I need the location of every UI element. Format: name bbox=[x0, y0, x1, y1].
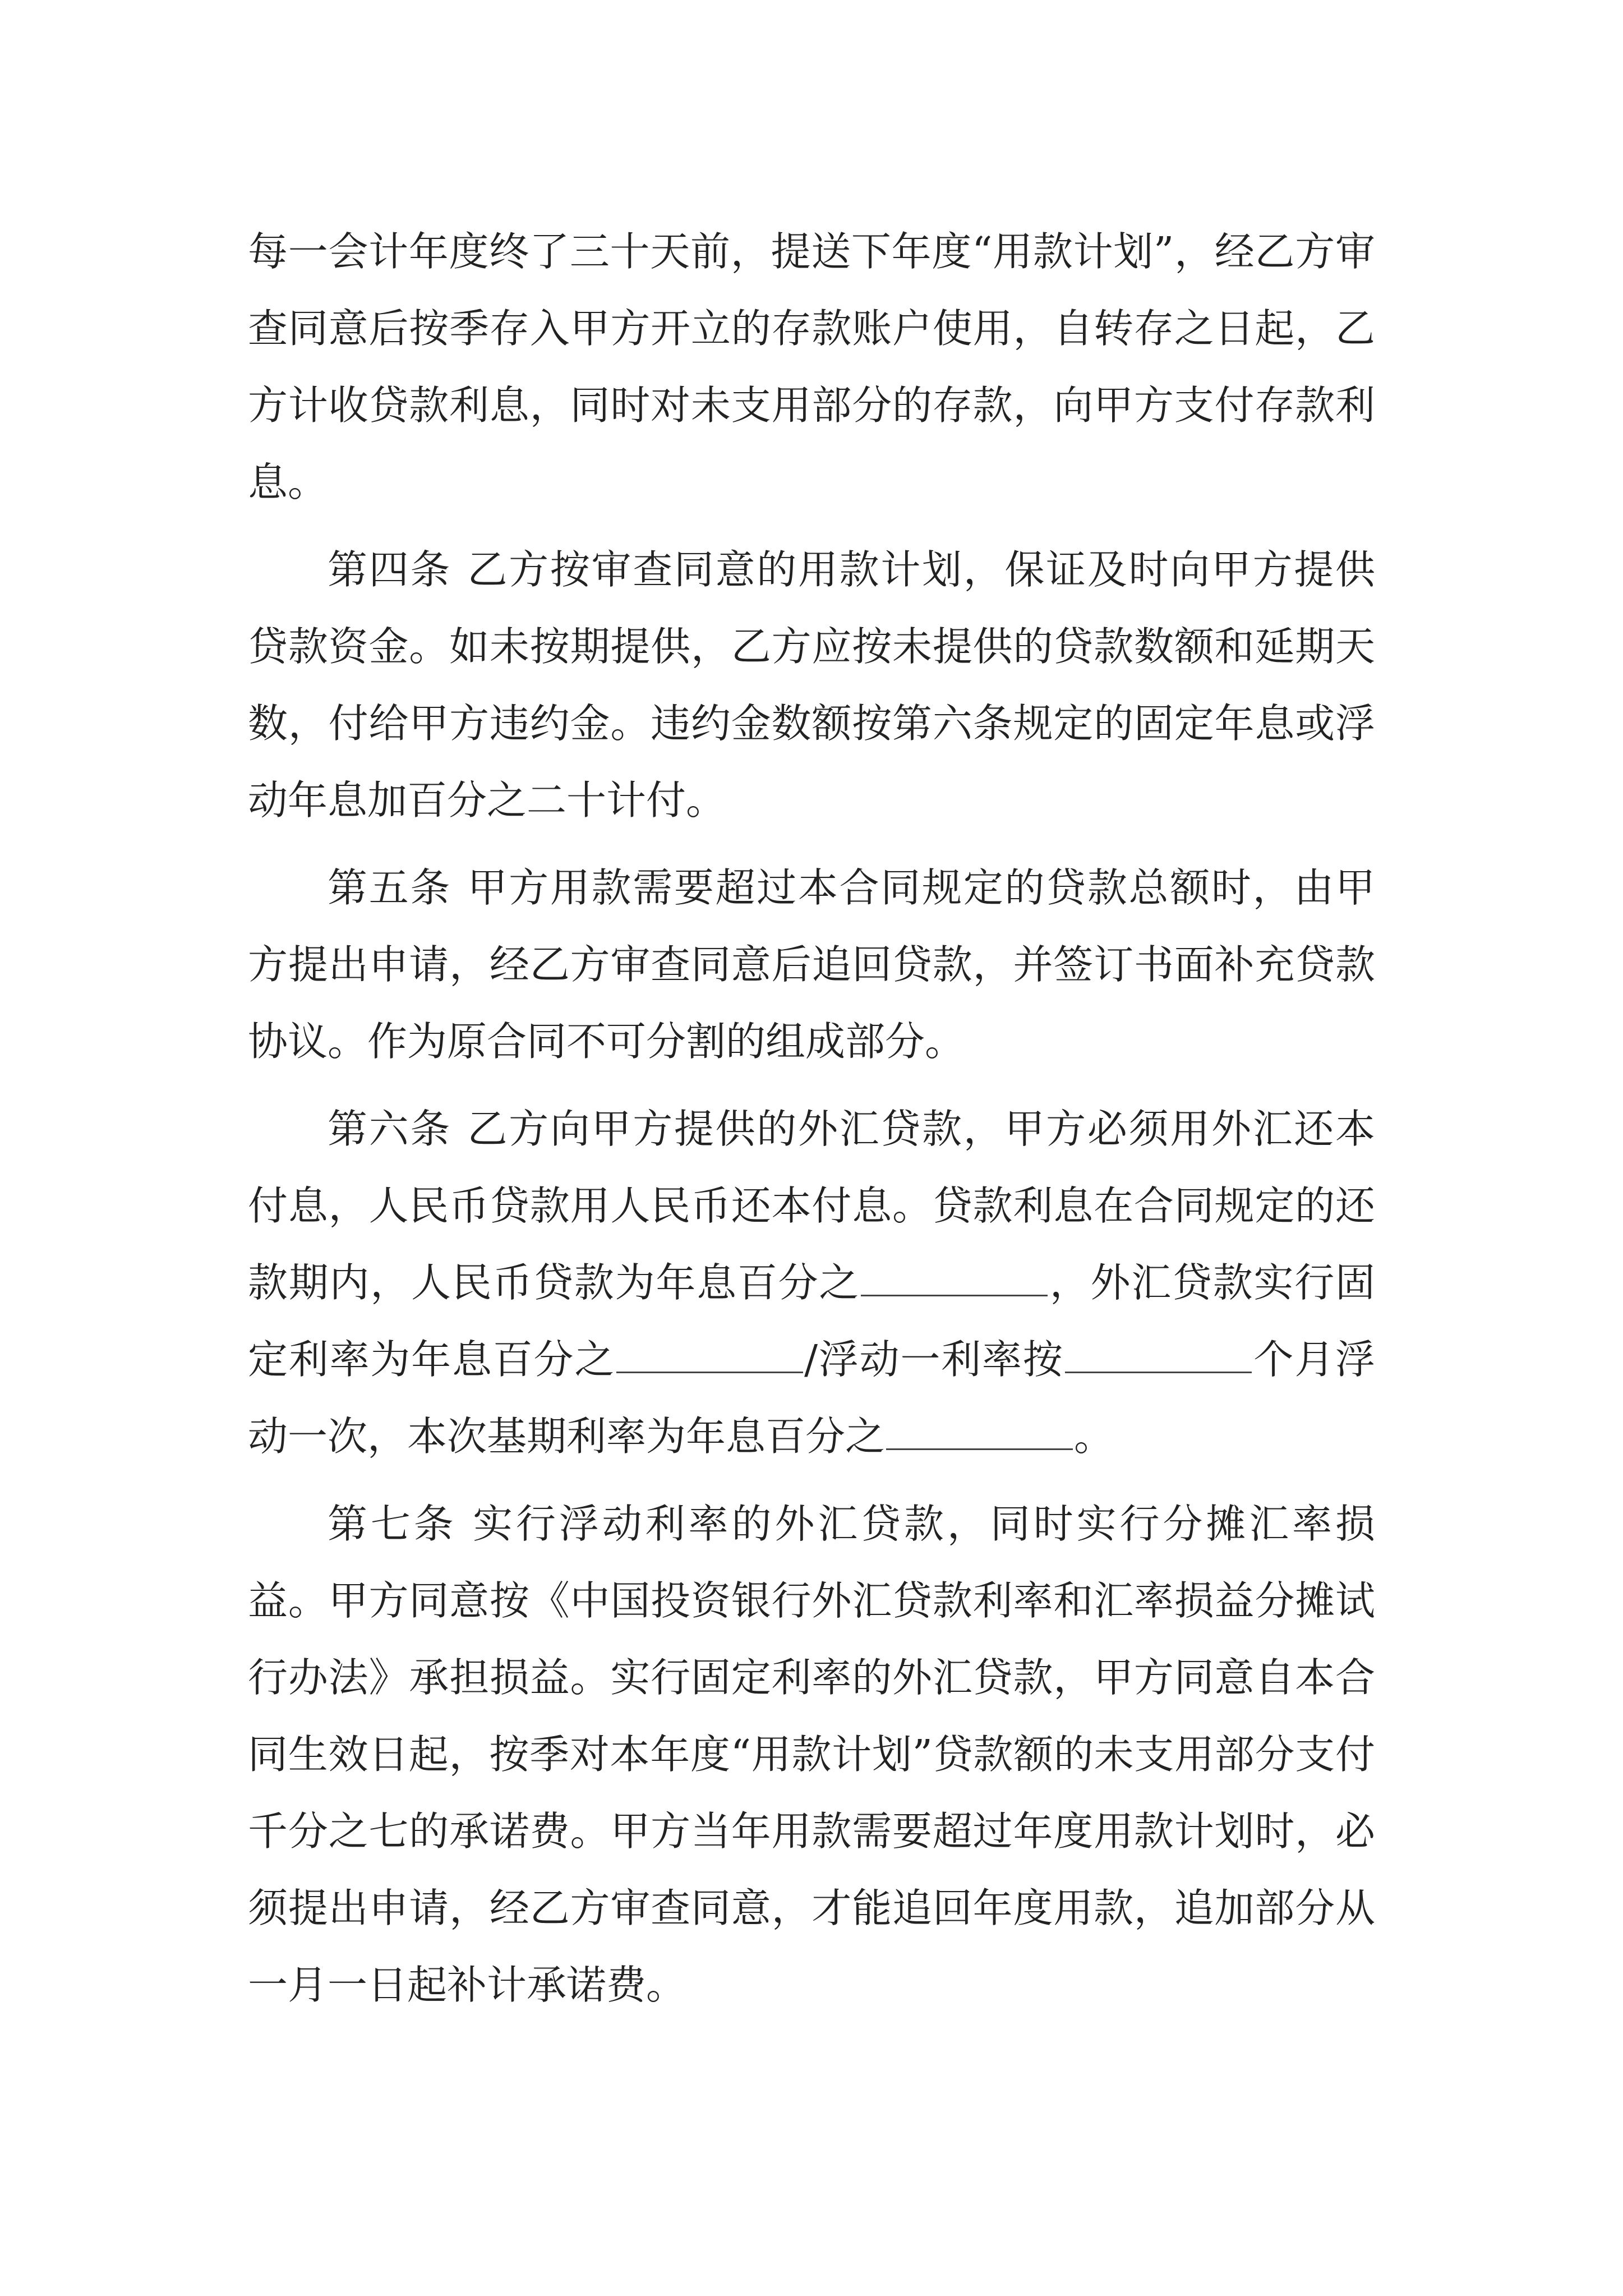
paragraph-text: ，外汇贷款实行固定利率为年息百分之 bbox=[248, 1259, 1375, 1383]
paragraph-text: 乙方按审查同意的用款计划，保证及时向甲方提供贷款资金。如未按期提供，乙方应按未提供的贷款数额和延期天数，付给甲方违约金。违约金数额按第六条规定的固定年息或浮动年息加百分之二十计付。 bbox=[248, 546, 1375, 823]
blank-field-base-rate[interactable] bbox=[886, 1409, 1073, 1450]
blank-field-rmb-rate[interactable] bbox=[861, 1255, 1048, 1296]
document-body bbox=[248, 213, 1375, 2034]
paragraph-text: 甲方用款需要超过本合同规定的贷款总额时，由甲方提出申请，经乙方审查同意后追回贷款，并签订书面补充贷款协议。作为原合同不可分割的组成部分。 bbox=[248, 864, 1375, 1065]
article-number: 第四条 bbox=[328, 546, 452, 593]
paragraph-text: 实行浮动利率的外汇贷款，同时实行分摊汇率损益。甲方同意按《中国投资银行外汇贷款利率和汇率损益分摊试行办法》承担损益。实行固定利率的外汇贷款，甲方同意自本合同生效日起，按季对本年度“用款计划”贷款额的未支用部分支付千分之七的承诺费。甲方当年用款需要超过年度用款计划时，必须提出申请，经乙方审查同意，才能追回年度用款，追加部分从一月一日起补计承诺费。 bbox=[248, 1501, 1375, 2008]
paragraph-text: /浮动一利率按 bbox=[804, 1336, 1064, 1383]
paragraph-text: 乙方向甲方提供的外汇贷款，甲方必须用外汇还本付息，人民币贷款用人民币还本付息。贷款利息在合同规定的还款期内，人民币贷款为年息百分之 bbox=[248, 1106, 1375, 1306]
paragraph-text: 每一会计年度终了三十天前，提送下年度“用款计划”，经乙方审查同意后按季存入甲方开立的存款账户使用，自转存之日起，乙方计收贷款利息，同时对未支用部分的存款，向甲方支付存款利息。 bbox=[248, 228, 1375, 505]
paragraph-text: 。 bbox=[1074, 1413, 1114, 1460]
article-7-paragraph bbox=[248, 1485, 1375, 2023]
blank-field-fixed-rate[interactable] bbox=[616, 1332, 803, 1373]
article-number: 第六条 bbox=[328, 1106, 452, 1152]
article-6-paragraph bbox=[248, 1091, 1375, 1475]
article-4-paragraph bbox=[248, 531, 1375, 839]
article-number: 第五条 bbox=[328, 864, 452, 911]
article-5-paragraph bbox=[248, 849, 1375, 1080]
blank-field-float-months[interactable] bbox=[1065, 1332, 1252, 1373]
paragraph-continuation bbox=[248, 213, 1375, 521]
article-number: 第七条 bbox=[328, 1501, 457, 1547]
paragraph-text: 个月浮动一次，本次基期利率为年息百分之 bbox=[248, 1336, 1375, 1460]
